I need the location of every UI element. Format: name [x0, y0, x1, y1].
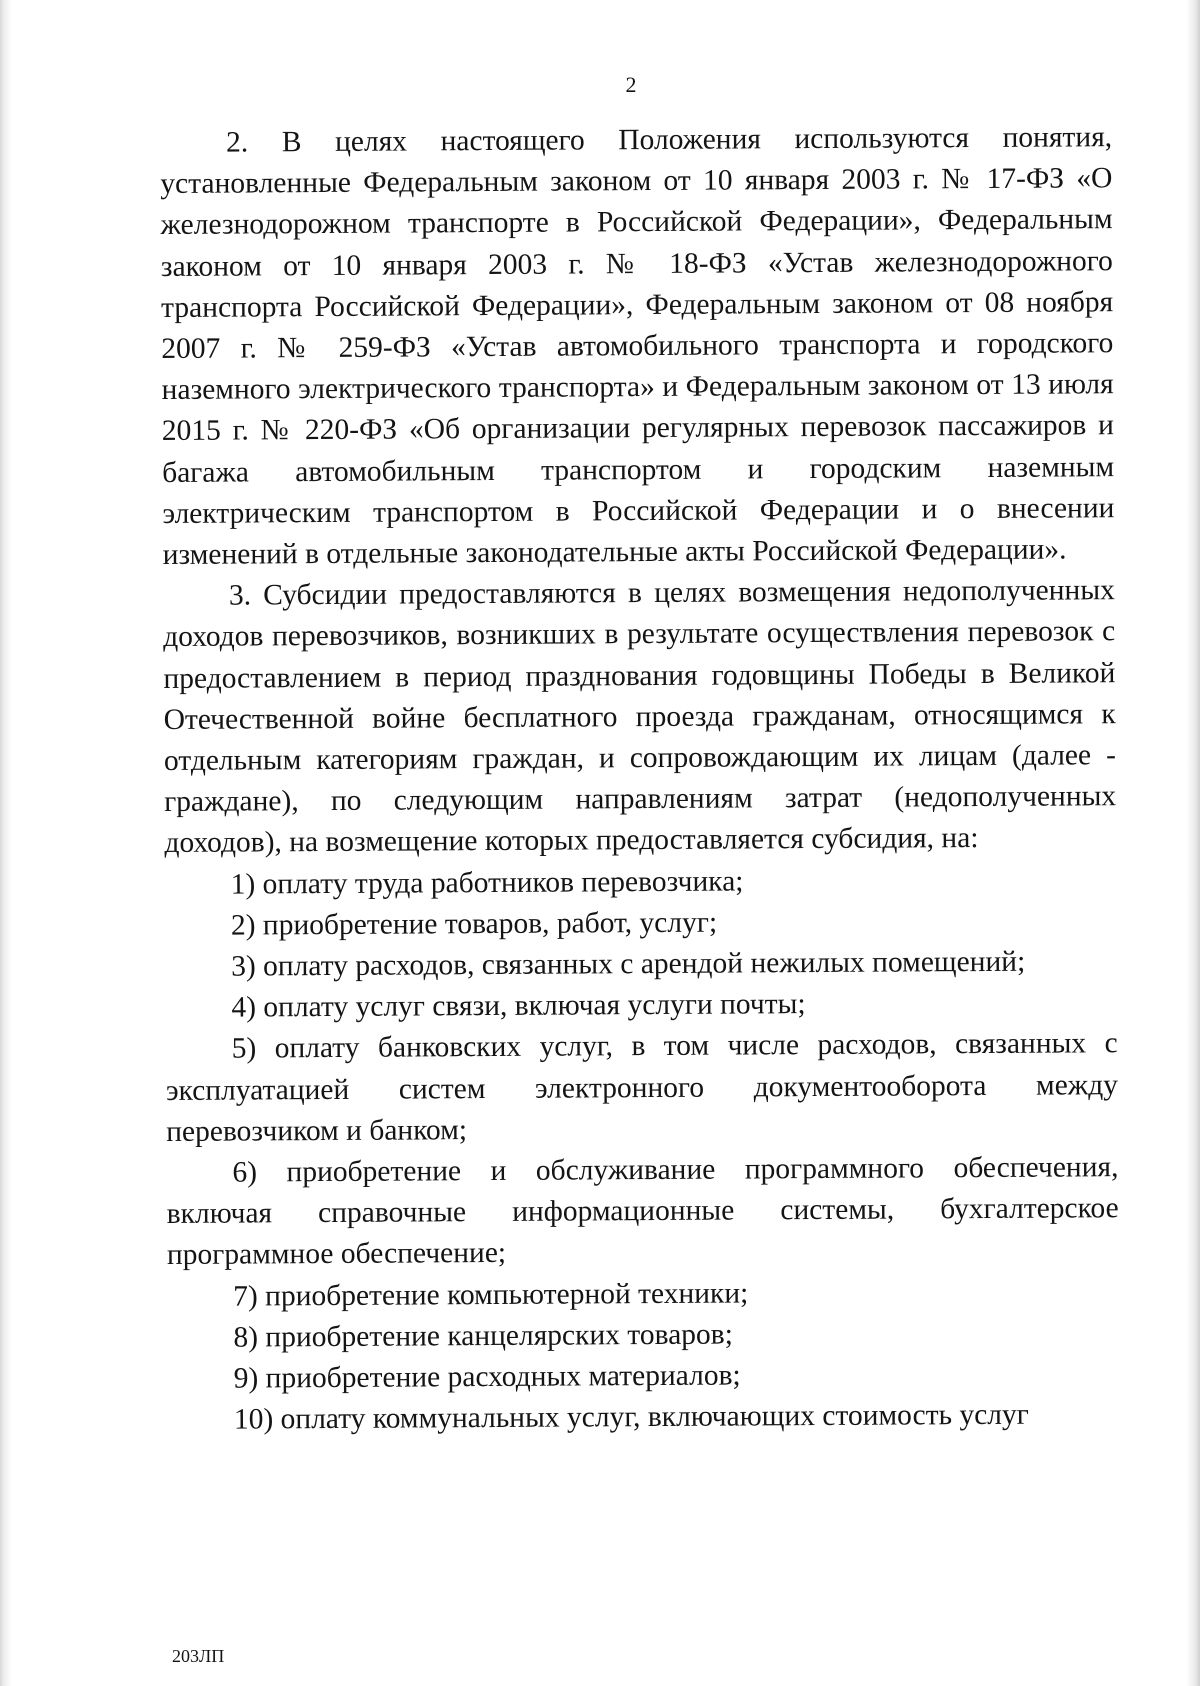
list-item-2: 2) приобретение товаров, работ, услуг;: [230, 906, 718, 942]
list-item-6: 6) приобретение и обслуживание программного обеспечения, включая справочные информационные системы, бухгалтерское программное обеспечение;: [166, 1151, 1119, 1272]
scan-edge-right: [1186, 0, 1200, 1686]
scan-edge-left: [0, 0, 12, 1686]
list-item-9: 9) приобретение расходных материалов;: [233, 1359, 741, 1395]
list-item-1: 1) оплату труда работников перевозчика;: [230, 865, 744, 901]
list-item-7: 7) приобретение компьютерной техники;: [233, 1277, 749, 1313]
paragraph-2: 2. В целях настоящего Положения используются понятия, установленные Федеральным законом от 10 января 2003 г. № 17-ФЗ «О железнодорожном транспорте в Российской Федерации», Федеральным законом от 10 января 2003 г. № 18-ФЗ «Устав железнодорожного транспорта Российской Федерации», Федеральным законом от 08 ноября 2007 г. № 259-ФЗ «Устав автомобильного транспорта и городского наземного электрического транспорта» и Федеральным законом от 13 июля 2015 г. № 220-ФЗ «Об организации регулярных перевозок пассажиров и багажа автомобильным транспортом и городским наземным электрическим транспортом в Российской Федерации и о внесении изменений в отдельные законодательные акты Российской Федерации».: [160, 121, 1115, 572]
list-item-3: 3) оплату расходов, связанных с арендой нежилых помещений;: [231, 945, 1026, 983]
paragraph-3: 3. Субсидии предоставляются в целях возмещения недополученных доходов перевозчиков, возникших в результате осуществления перевозок с предоставлением в период празднования годовщины Победы в Великой Отечественной войне бесплатного проезда гражданам, относящимся к отдельным категориям граждан, и сопровождающим их лицам (далее - граждане), по следующим направлениям затрат (недополученных доходов), на возмещение которых предоставляется субсидия, на:: [163, 574, 1117, 860]
document-body: [160, 117, 1120, 1441]
footer-document-code: 203ЛП: [172, 1646, 225, 1666]
list-item-10: 10) оплату коммунальных услуг, включающих стоимость услуг: [233, 1399, 1029, 1436]
page-number: 2: [625, 72, 637, 97]
list-item-4: 4) оплату услуг связи, включая услуги почты;: [231, 988, 806, 1024]
list-item-8: 8) приобретение канцелярских товаров;: [233, 1318, 733, 1354]
list-item-5: 5) оплату банковских услуг, в том числе расходов, связанных с эксплуатацией систем электронного документооборота между перевозчиком и банком;: [165, 1027, 1118, 1148]
